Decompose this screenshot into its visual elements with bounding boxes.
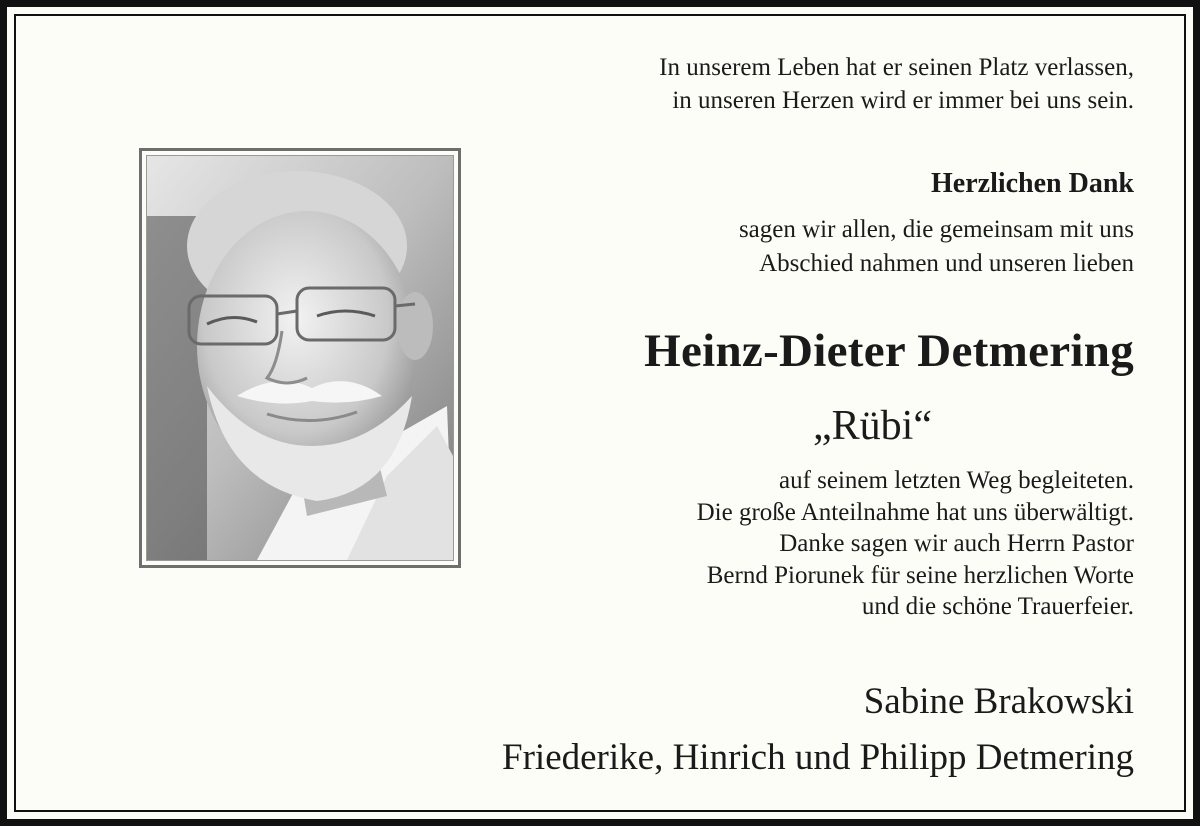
motto-line-1: In unserem Leben hat er seinen Platz verlassen,	[659, 54, 1134, 81]
thanks-text	[739, 213, 1134, 281]
deceased-name: Heinz-Dieter Detmering	[644, 325, 1134, 377]
thanks-line-2: Abschied nahmen und unseren lieben	[759, 250, 1134, 277]
thanks-heading: Herzlichen Dank	[931, 168, 1134, 199]
signature-line-2: Friederike, Hinrich und Philipp Detmering	[502, 737, 1134, 778]
thanks-body	[697, 465, 1134, 623]
portrait-image	[147, 156, 453, 560]
motto-line-2: in unseren Herzen wird er immer bei uns sein.	[672, 87, 1134, 114]
motto	[659, 51, 1134, 117]
body-line-2: Die große Anteilnahme hat uns überwältigt.	[696, 498, 1134, 526]
portrait-photo	[146, 155, 454, 561]
portrait-photo-frame	[139, 148, 461, 568]
body-line-1: auf seinem letzten Weg begleiteten.	[778, 467, 1134, 494]
signature-line-1: Sabine Brakowski	[863, 681, 1134, 722]
deceased-nickname: „Rübi“	[813, 403, 932, 449]
body-line-4: Bernd Piorunek für seine herzlichen Worte	[706, 561, 1134, 589]
body-line-5: und die schöne Trauerfeier.	[861, 593, 1134, 620]
body-line-3: Danke sagen wir auch Herrn Pastor	[779, 530, 1134, 557]
thanks-line-1: sagen wir allen, die gemeinsam mit uns	[738, 216, 1134, 243]
